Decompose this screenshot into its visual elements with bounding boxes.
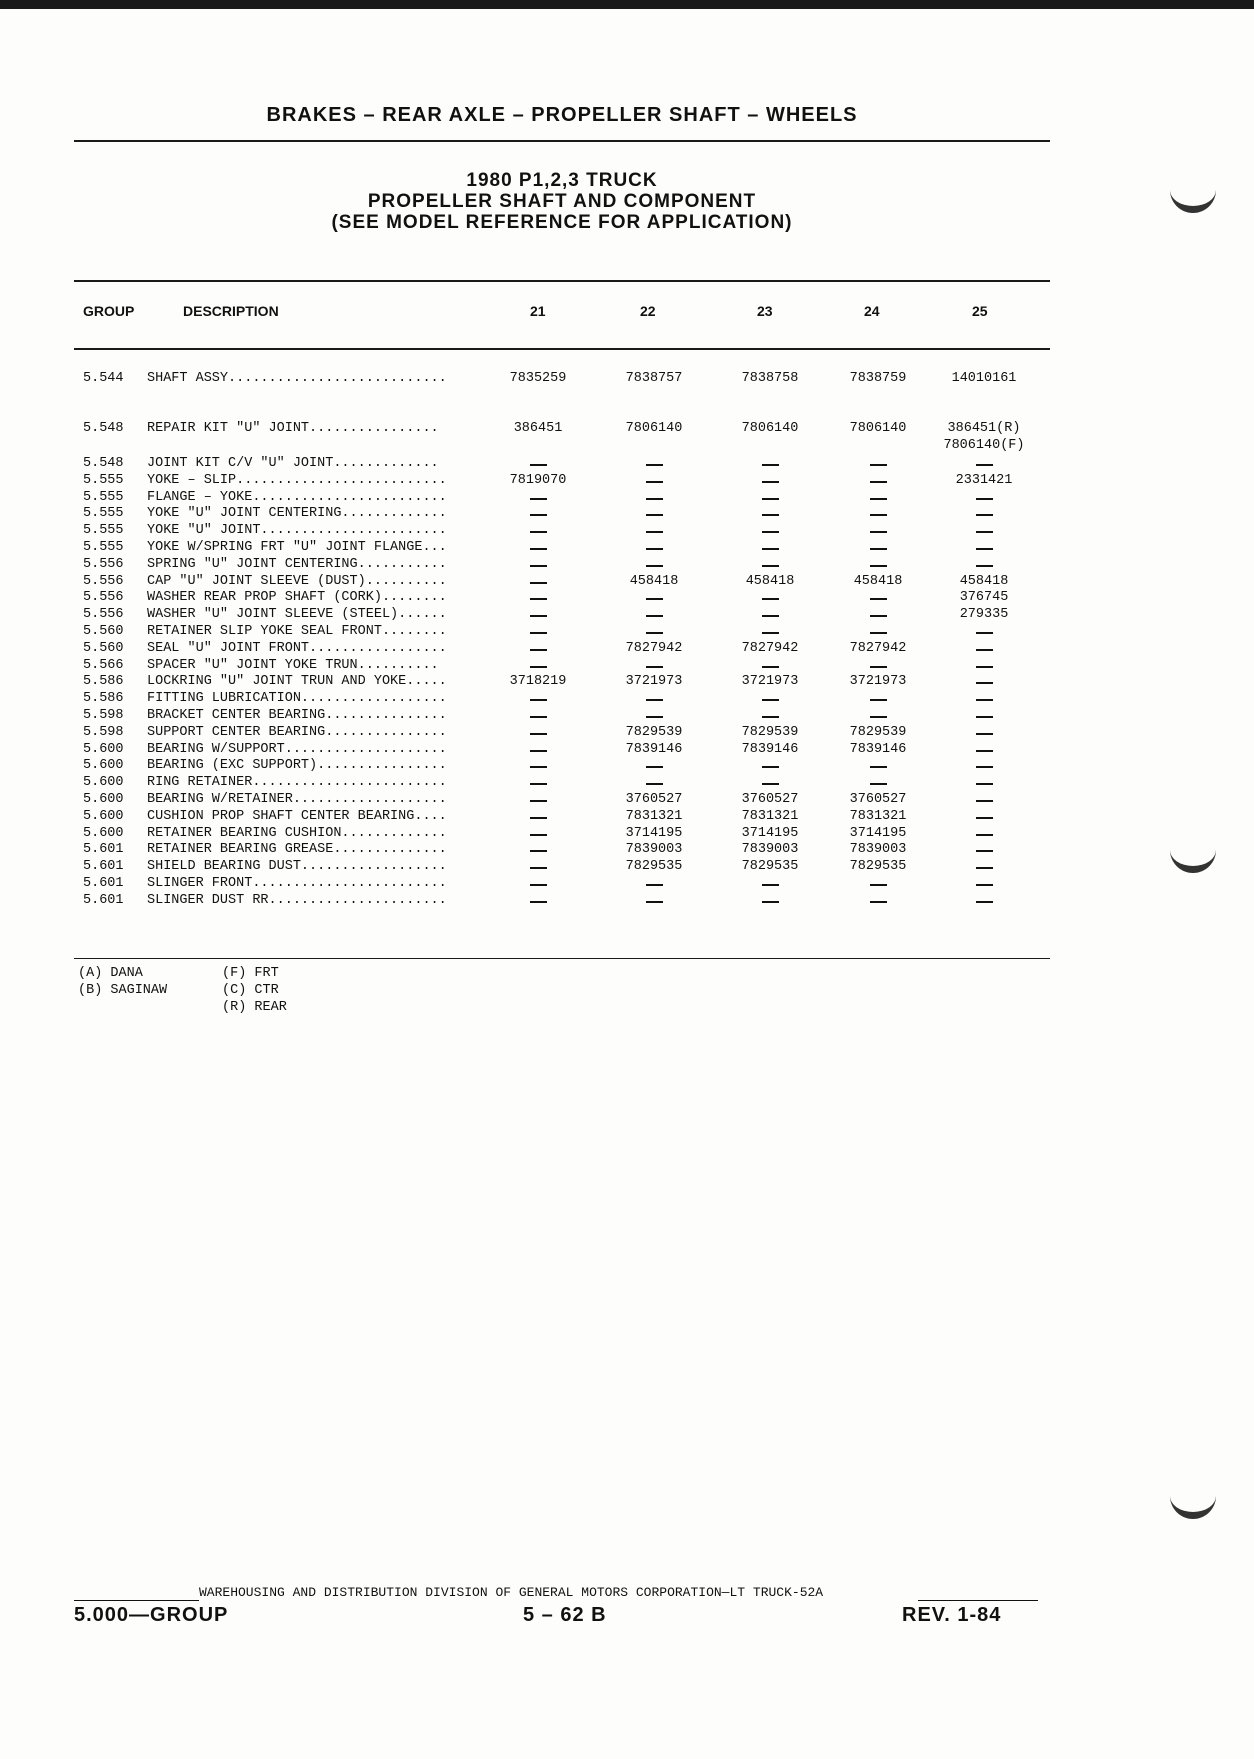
footer-division: WAREHOUSING AND DISTRIBUTION DIVISION OF GENERAL MOTORS CORPORATION—LT TRUCK-52A bbox=[199, 1585, 824, 1600]
row-description: BEARING W/RETAINER................... bbox=[147, 792, 447, 807]
part-number-24: 7829539 bbox=[849, 724, 907, 740]
not-applicable-dash bbox=[924, 523, 1044, 538]
row-description: CAP "U" JOINT SLEEVE (DUST).......... bbox=[147, 573, 447, 589]
not-applicable-dash bbox=[478, 540, 598, 555]
part-number-24: 7839003 bbox=[849, 842, 907, 858]
not-applicable-dash bbox=[818, 523, 938, 538]
part-number-25: 376745 bbox=[959, 590, 1009, 606]
not-applicable-dash bbox=[924, 876, 1044, 891]
part-number-23: 458418 bbox=[745, 573, 795, 589]
not-applicable-dash bbox=[594, 490, 714, 505]
row-description: YOKE W/SPRING FRT "U" JOINT FLANGE... bbox=[147, 540, 447, 555]
part-number-25: 14010161 bbox=[951, 371, 1017, 386]
row-description: YOKE – SLIP.......................... bbox=[147, 472, 447, 488]
not-applicable-dash bbox=[594, 708, 714, 723]
row-group: 5.555 bbox=[83, 540, 124, 555]
scan-top-edge bbox=[0, 0, 1254, 9]
row-description: RETAINER BEARING GREASE.............. bbox=[147, 842, 447, 858]
not-applicable-dash bbox=[710, 590, 830, 605]
not-applicable-dash bbox=[818, 590, 938, 605]
row-group: 5.601 bbox=[83, 892, 124, 908]
not-applicable-dash bbox=[710, 708, 830, 723]
not-applicable-dash bbox=[478, 506, 598, 521]
part-number-22: 7839003 bbox=[625, 842, 683, 858]
not-applicable-dash bbox=[478, 758, 598, 773]
not-applicable-dash bbox=[594, 624, 714, 639]
row-group: 5.600 bbox=[83, 758, 124, 774]
col-header-21: 21 bbox=[530, 303, 546, 319]
not-applicable-dash bbox=[924, 691, 1044, 706]
row-group: 5.600 bbox=[83, 792, 124, 807]
footer-rule-right bbox=[918, 1600, 1038, 1601]
not-applicable-dash bbox=[710, 758, 830, 773]
part-number-25: 386451(R) bbox=[947, 421, 1021, 436]
not-applicable-dash bbox=[710, 473, 830, 488]
part-number-22: 7829535 bbox=[625, 859, 683, 875]
not-applicable-dash bbox=[818, 624, 938, 639]
part-number-23: 7827942 bbox=[741, 640, 799, 656]
not-applicable-dash bbox=[594, 506, 714, 521]
part-number-23: 3714195 bbox=[741, 825, 799, 841]
not-applicable-dash bbox=[478, 523, 598, 538]
col-header-group: GROUP bbox=[83, 303, 135, 319]
part-number-23: 7829535 bbox=[741, 859, 799, 875]
row-group: 5.548 bbox=[83, 456, 124, 471]
title-rule bbox=[74, 140, 1050, 142]
not-applicable-dash bbox=[478, 708, 598, 723]
row-group: 5.600 bbox=[83, 741, 124, 757]
not-applicable-dash bbox=[710, 775, 830, 790]
not-applicable-dash bbox=[594, 607, 714, 622]
table-row bbox=[0, 842, 1254, 859]
not-applicable-dash bbox=[924, 557, 1044, 572]
table-row bbox=[0, 658, 1254, 675]
row-description: YOKE "U" JOINT CENTERING............. bbox=[147, 506, 447, 522]
part-number-25: 2331421 bbox=[955, 472, 1013, 488]
not-applicable-dash bbox=[478, 624, 598, 639]
part-number-21: 7819070 bbox=[509, 472, 567, 488]
not-applicable-dash bbox=[594, 658, 714, 673]
footnote-r: (R) REAR bbox=[222, 1000, 287, 1015]
not-applicable-dash bbox=[594, 758, 714, 773]
not-applicable-dash bbox=[710, 490, 830, 505]
row-group: 5.556 bbox=[83, 590, 124, 606]
part-number-22: 7827942 bbox=[625, 640, 683, 656]
footnote-b: (B) SAGINAW bbox=[78, 983, 168, 998]
col-header-25: 25 bbox=[972, 303, 988, 319]
not-applicable-dash bbox=[924, 456, 1044, 471]
not-applicable-dash bbox=[924, 809, 1044, 824]
part-number-23: 7806140 bbox=[741, 421, 799, 436]
not-applicable-dash bbox=[818, 490, 938, 505]
subtitle-reference: (SEE MODEL REFERENCE FOR APPLICATION) bbox=[331, 212, 793, 233]
not-applicable-dash bbox=[594, 775, 714, 790]
not-applicable-dash bbox=[478, 859, 598, 874]
not-applicable-dash bbox=[710, 506, 830, 521]
part-number-25: 279335 bbox=[959, 607, 1009, 623]
not-applicable-dash bbox=[478, 842, 598, 857]
table-row bbox=[0, 859, 1254, 876]
not-applicable-dash bbox=[924, 859, 1044, 874]
col-header-23: 23 bbox=[757, 303, 773, 319]
table-row bbox=[0, 557, 1254, 574]
part-number-24: 458418 bbox=[853, 573, 903, 589]
table-row bbox=[0, 641, 1254, 658]
footnote-c: (C) CTR bbox=[222, 983, 279, 998]
not-applicable-dash bbox=[818, 473, 938, 488]
row-group: 5.556 bbox=[83, 573, 124, 589]
not-applicable-dash bbox=[478, 792, 598, 807]
not-applicable-dash bbox=[924, 826, 1044, 841]
table-row bbox=[0, 893, 1254, 910]
binder-hole-bottom bbox=[1170, 1482, 1216, 1519]
row-description: BRACKET CENTER BEARING............... bbox=[147, 708, 447, 723]
not-applicable-dash bbox=[924, 674, 1044, 689]
not-applicable-dash bbox=[818, 775, 938, 790]
row-description: YOKE "U" JOINT....................... bbox=[147, 523, 447, 539]
part-number-25-alt: 7806140(F) bbox=[943, 438, 1025, 453]
not-applicable-dash bbox=[594, 456, 714, 471]
not-applicable-dash bbox=[478, 826, 598, 841]
row-description: SPACER "U" JOINT YOKE TRUN.......... bbox=[147, 657, 439, 673]
not-applicable-dash bbox=[478, 607, 598, 622]
table-row bbox=[0, 607, 1254, 624]
part-number-22: 3760527 bbox=[625, 792, 683, 807]
table-bottom-rule bbox=[74, 958, 1050, 959]
not-applicable-dash bbox=[594, 523, 714, 538]
row-description: SHIELD BEARING DUST.................. bbox=[147, 859, 447, 875]
not-applicable-dash bbox=[478, 590, 598, 605]
row-group: 5.586 bbox=[83, 674, 124, 690]
not-applicable-dash bbox=[924, 641, 1044, 656]
table-row bbox=[0, 421, 1254, 453]
not-applicable-dash bbox=[594, 473, 714, 488]
row-group: 5.586 bbox=[83, 691, 124, 707]
row-description: SPRING "U" JOINT CENTERING........... bbox=[147, 556, 447, 572]
not-applicable-dash bbox=[710, 658, 830, 673]
not-applicable-dash bbox=[478, 725, 598, 740]
row-group: 5.600 bbox=[83, 825, 124, 841]
table-row bbox=[0, 674, 1254, 691]
row-group: 5.600 bbox=[83, 808, 124, 824]
part-number-25: 458418 bbox=[959, 573, 1009, 589]
row-group: 5.544 bbox=[83, 371, 124, 386]
row-description: RETAINER BEARING CUSHION............. bbox=[147, 825, 447, 841]
not-applicable-dash bbox=[818, 876, 938, 891]
binder-hole-top bbox=[1170, 176, 1216, 213]
col-header-description: DESCRIPTION bbox=[183, 303, 279, 319]
row-group: 5.560 bbox=[83, 624, 124, 639]
table-row bbox=[0, 742, 1254, 759]
not-applicable-dash bbox=[594, 557, 714, 572]
not-applicable-dash bbox=[478, 456, 598, 471]
part-number-21: 3718219 bbox=[509, 674, 567, 690]
part-number-22: 7806140 bbox=[625, 421, 683, 436]
row-description: WASHER REAR PROP SHAFT (CORK)........ bbox=[147, 590, 447, 606]
table-row bbox=[0, 371, 1254, 388]
part-number-24: 3714195 bbox=[849, 825, 907, 841]
part-number-22: 7831321 bbox=[625, 808, 683, 824]
row-description: BEARING (EXC SUPPORT)................ bbox=[147, 758, 447, 774]
footer-revision: REV. 1-84 bbox=[902, 1604, 1002, 1626]
row-description: FITTING LUBRICATION.................. bbox=[147, 691, 447, 707]
not-applicable-dash bbox=[924, 725, 1044, 740]
part-number-23: 7831321 bbox=[741, 808, 799, 824]
table-row bbox=[0, 809, 1254, 826]
table-row bbox=[0, 506, 1254, 523]
row-group: 5.555 bbox=[83, 472, 124, 488]
table-row bbox=[0, 792, 1254, 809]
row-group: 5.560 bbox=[83, 640, 124, 656]
not-applicable-dash bbox=[710, 557, 830, 572]
part-number-21: 7835259 bbox=[509, 371, 567, 386]
row-group: 5.601 bbox=[83, 876, 124, 891]
part-number-22: 3721973 bbox=[625, 674, 683, 690]
subtitle-component: PROPELLER SHAFT AND COMPONENT bbox=[367, 191, 757, 212]
not-applicable-dash bbox=[710, 893, 830, 908]
not-applicable-dash bbox=[924, 775, 1044, 790]
table-top-rule bbox=[74, 280, 1050, 282]
not-applicable-dash bbox=[478, 691, 598, 706]
row-description: RING RETAINER........................ bbox=[147, 775, 447, 791]
not-applicable-dash bbox=[478, 658, 598, 673]
not-applicable-dash bbox=[478, 574, 598, 589]
table-row bbox=[0, 540, 1254, 557]
footnote-a: (A) DANA bbox=[78, 966, 143, 981]
table-row bbox=[0, 456, 1254, 473]
not-applicable-dash bbox=[924, 506, 1044, 521]
part-number-23: 3760527 bbox=[741, 792, 799, 807]
part-number-23: 3721973 bbox=[741, 674, 799, 690]
table-row bbox=[0, 490, 1254, 507]
row-group: 5.548 bbox=[83, 421, 124, 436]
part-number-21: 386451 bbox=[513, 421, 563, 436]
not-applicable-dash bbox=[710, 691, 830, 706]
row-group: 5.598 bbox=[83, 724, 124, 740]
col-header-22: 22 bbox=[640, 303, 656, 319]
row-group: 5.556 bbox=[83, 607, 124, 623]
not-applicable-dash bbox=[818, 607, 938, 622]
not-applicable-dash bbox=[924, 893, 1044, 908]
not-applicable-dash bbox=[924, 758, 1044, 773]
not-applicable-dash bbox=[594, 876, 714, 891]
part-number-23: 7839003 bbox=[741, 842, 799, 858]
not-applicable-dash bbox=[818, 540, 938, 555]
part-number-22: 458418 bbox=[629, 573, 679, 589]
row-group: 5.555 bbox=[83, 506, 124, 522]
not-applicable-dash bbox=[924, 490, 1044, 505]
row-description: SEAL "U" JOINT FRONT................. bbox=[147, 640, 447, 656]
not-applicable-dash bbox=[710, 876, 830, 891]
table-row bbox=[0, 725, 1254, 742]
table-row bbox=[0, 876, 1254, 893]
table-row bbox=[0, 574, 1254, 591]
row-description: SHAFT ASSY........................... bbox=[147, 371, 447, 386]
row-description: SUPPORT CENTER BEARING............... bbox=[147, 724, 447, 740]
row-description: RETAINER SLIP YOKE SEAL FRONT........ bbox=[147, 624, 447, 639]
not-applicable-dash bbox=[818, 456, 938, 471]
part-number-22: 7838757 bbox=[625, 371, 683, 386]
not-applicable-dash bbox=[594, 590, 714, 605]
not-applicable-dash bbox=[818, 758, 938, 773]
table-row bbox=[0, 775, 1254, 792]
part-number-24: 7806140 bbox=[849, 421, 907, 436]
not-applicable-dash bbox=[478, 742, 598, 757]
row-description: SLINGER FRONT........................ bbox=[147, 876, 447, 891]
not-applicable-dash bbox=[818, 506, 938, 521]
header-bottom-rule bbox=[74, 348, 1050, 350]
part-number-24: 7838759 bbox=[849, 371, 907, 386]
row-description: BEARING W/SUPPORT.................... bbox=[147, 741, 447, 757]
not-applicable-dash bbox=[924, 708, 1044, 723]
not-applicable-dash bbox=[818, 708, 938, 723]
part-number-24: 3721973 bbox=[849, 674, 907, 690]
table-row bbox=[0, 590, 1254, 607]
not-applicable-dash bbox=[924, 842, 1044, 857]
not-applicable-dash bbox=[710, 456, 830, 471]
table-row bbox=[0, 708, 1254, 725]
not-applicable-dash bbox=[478, 641, 598, 656]
not-applicable-dash bbox=[710, 624, 830, 639]
row-group: 5.555 bbox=[83, 523, 124, 539]
row-group: 5.598 bbox=[83, 708, 124, 723]
part-number-22: 7829539 bbox=[625, 724, 683, 740]
row-description: FLANGE – YOKE........................ bbox=[147, 489, 447, 505]
part-number-24: 7829535 bbox=[849, 859, 907, 875]
part-number-23: 7829539 bbox=[741, 724, 799, 740]
row-group: 5.601 bbox=[83, 842, 124, 858]
not-applicable-dash bbox=[924, 624, 1044, 639]
not-applicable-dash bbox=[924, 658, 1044, 673]
part-number-23: 7838758 bbox=[741, 371, 799, 386]
row-description: CUSHION PROP SHAFT CENTER BEARING.... bbox=[147, 808, 447, 824]
not-applicable-dash bbox=[924, 540, 1044, 555]
table-row bbox=[0, 473, 1254, 490]
not-applicable-dash bbox=[710, 607, 830, 622]
part-number-22: 7839146 bbox=[625, 741, 683, 757]
table-row bbox=[0, 691, 1254, 708]
row-description: REPAIR KIT "U" JOINT................ bbox=[147, 421, 439, 436]
not-applicable-dash bbox=[478, 775, 598, 790]
table-row bbox=[0, 523, 1254, 540]
part-number-24: 7827942 bbox=[849, 640, 907, 656]
row-group: 5.600 bbox=[83, 775, 124, 791]
part-number-22: 3714195 bbox=[625, 825, 683, 841]
not-applicable-dash bbox=[594, 691, 714, 706]
col-header-24: 24 bbox=[864, 303, 880, 319]
table-row bbox=[0, 758, 1254, 775]
row-group: 5.601 bbox=[83, 859, 124, 875]
not-applicable-dash bbox=[478, 893, 598, 908]
not-applicable-dash bbox=[818, 893, 938, 908]
row-group: 5.566 bbox=[83, 657, 124, 673]
not-applicable-dash bbox=[710, 540, 830, 555]
footnote-f: (F) FRT bbox=[222, 966, 279, 981]
footer-rule-left bbox=[74, 1600, 199, 1601]
page-title: BRAKES – REAR AXLE – PROPELLER SHAFT – WHEELS bbox=[266, 104, 858, 126]
not-applicable-dash bbox=[478, 557, 598, 572]
not-applicable-dash bbox=[478, 490, 598, 505]
row-group: 5.556 bbox=[83, 556, 124, 572]
not-applicable-dash bbox=[594, 540, 714, 555]
subtitle-model: 1980 P1,2,3 TRUCK bbox=[466, 170, 658, 191]
part-number-24: 7839146 bbox=[849, 741, 907, 757]
row-description: JOINT KIT C/V "U" JOINT............. bbox=[147, 456, 439, 471]
part-number-24: 7831321 bbox=[849, 808, 907, 824]
table-row bbox=[0, 826, 1254, 843]
row-description: SLINGER DUST RR...................... bbox=[147, 892, 447, 908]
footer-group: 5.000—GROUP bbox=[74, 1604, 229, 1626]
part-number-23: 7839146 bbox=[741, 741, 799, 757]
not-applicable-dash bbox=[818, 658, 938, 673]
row-description: LOCKRING "U" JOINT TRUN AND YOKE..... bbox=[147, 674, 447, 690]
not-applicable-dash bbox=[924, 792, 1044, 807]
not-applicable-dash bbox=[924, 742, 1044, 757]
not-applicable-dash bbox=[478, 876, 598, 891]
not-applicable-dash bbox=[818, 557, 938, 572]
not-applicable-dash bbox=[710, 523, 830, 538]
not-applicable-dash bbox=[478, 809, 598, 824]
not-applicable-dash bbox=[818, 691, 938, 706]
row-description: WASHER "U" JOINT SLEEVE (STEEL)...... bbox=[147, 607, 447, 623]
table-row bbox=[0, 624, 1254, 641]
not-applicable-dash bbox=[594, 893, 714, 908]
row-group: 5.555 bbox=[83, 489, 124, 505]
footer-page-number: 5 – 62 B bbox=[523, 1604, 607, 1626]
part-number-24: 3760527 bbox=[849, 792, 907, 807]
